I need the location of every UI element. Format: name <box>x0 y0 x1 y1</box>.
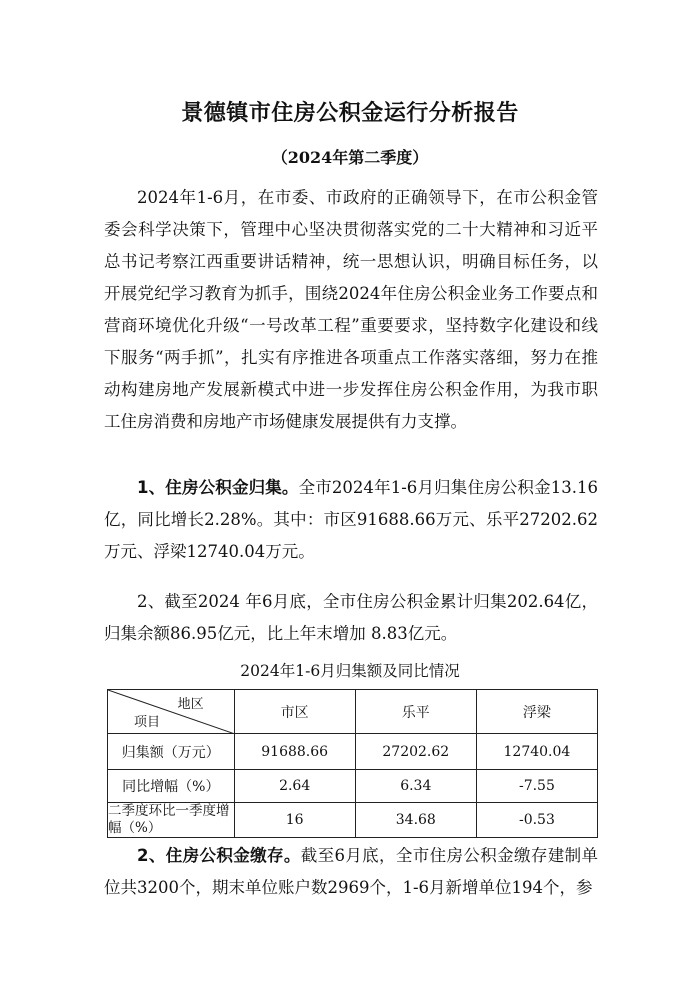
table-cell: 2.64 <box>234 770 355 803</box>
table-cell: 91688.66 <box>234 734 355 770</box>
diagonal-line <box>108 690 235 734</box>
table-cell: -0.53 <box>476 803 597 838</box>
section-deposit-paragraph <box>104 840 598 904</box>
table-cell: 6.34 <box>355 770 476 803</box>
table-cell: 12740.04 <box>476 734 597 770</box>
document-subtitle: （2024年第二季度） <box>271 148 429 167</box>
intro-paragraph: 2024年1-6月，在市委、市政府的正确领导下，在市公积金管委会科学决策下，管理中心坚决贯彻落实党的二十大精神和习近平总书记考察江西重要讲话精神，统一思想认识，明确目标任务，以开展党纪学习教育为抓手，围绕2024年住房公积金业务工作要点和营商环境优化升级“一号改革工程”重要要求，坚持数字化建设和线下服务“两手抓”，扎实有序推进各项重点工作落实落细，努力在推动构建房地产发展新模式中进一步发挥住房公积金作用，为我市职工住房消费和房地产市场健康发展提供有力支撑。 <box>104 188 598 431</box>
table-cell: 27202.62 <box>355 734 476 770</box>
section-collection-heading: 1、住房公积金归集。 <box>137 478 299 497</box>
table-row <box>108 770 598 803</box>
table-cell: -7.55 <box>476 770 597 803</box>
table-header-row <box>108 690 598 734</box>
section-deposit-text: 截至6月底，全市住房公积金缴存建制单位共3200个，期末单位账户数2969个，1-6月新增单位194个，参 <box>104 846 599 897</box>
section-collection-paragraph <box>104 472 598 568</box>
table-corner-cell <box>108 690 235 734</box>
table-row <box>108 803 598 838</box>
document-title: 景德镇市住房公积金运行分析报告 <box>181 101 519 126</box>
row-label-cell <box>108 803 235 838</box>
row-label: 二季度环比一季度增幅（%） <box>108 803 230 836</box>
section-collection-text: 全市2024年1-6月归集住房公积金13.16亿，同比增长2.28%。其中：市区91688.66万元、乐平27202.62万元、浮梁12740.04万元。 <box>104 478 598 561</box>
section-cumulative-paragraph: 2、截至2024 年6月底，全市住房公积金累计归集202.64亿，归集余额86.95亿元，比上年末增加 8.83亿元。 <box>104 592 598 643</box>
collection-table <box>107 689 598 838</box>
section-deposit-heading: 2、住房公积金缴存。 <box>137 846 301 865</box>
table-caption: 2024年1-6月归集额及同比情况 <box>240 662 460 680</box>
header-item-label: 项目 <box>134 715 161 730</box>
table-cell: 16 <box>234 803 355 838</box>
row-label: 归集额（万元） <box>108 734 235 770</box>
table-row <box>108 734 598 770</box>
column-header: 乐平 <box>355 690 476 734</box>
row-label: 同比增幅（%） <box>108 770 235 803</box>
table-cell: 34.68 <box>355 803 476 838</box>
column-header: 市区 <box>234 690 355 734</box>
header-region-label: 地区 <box>177 697 204 712</box>
column-header: 浮梁 <box>476 690 597 734</box>
